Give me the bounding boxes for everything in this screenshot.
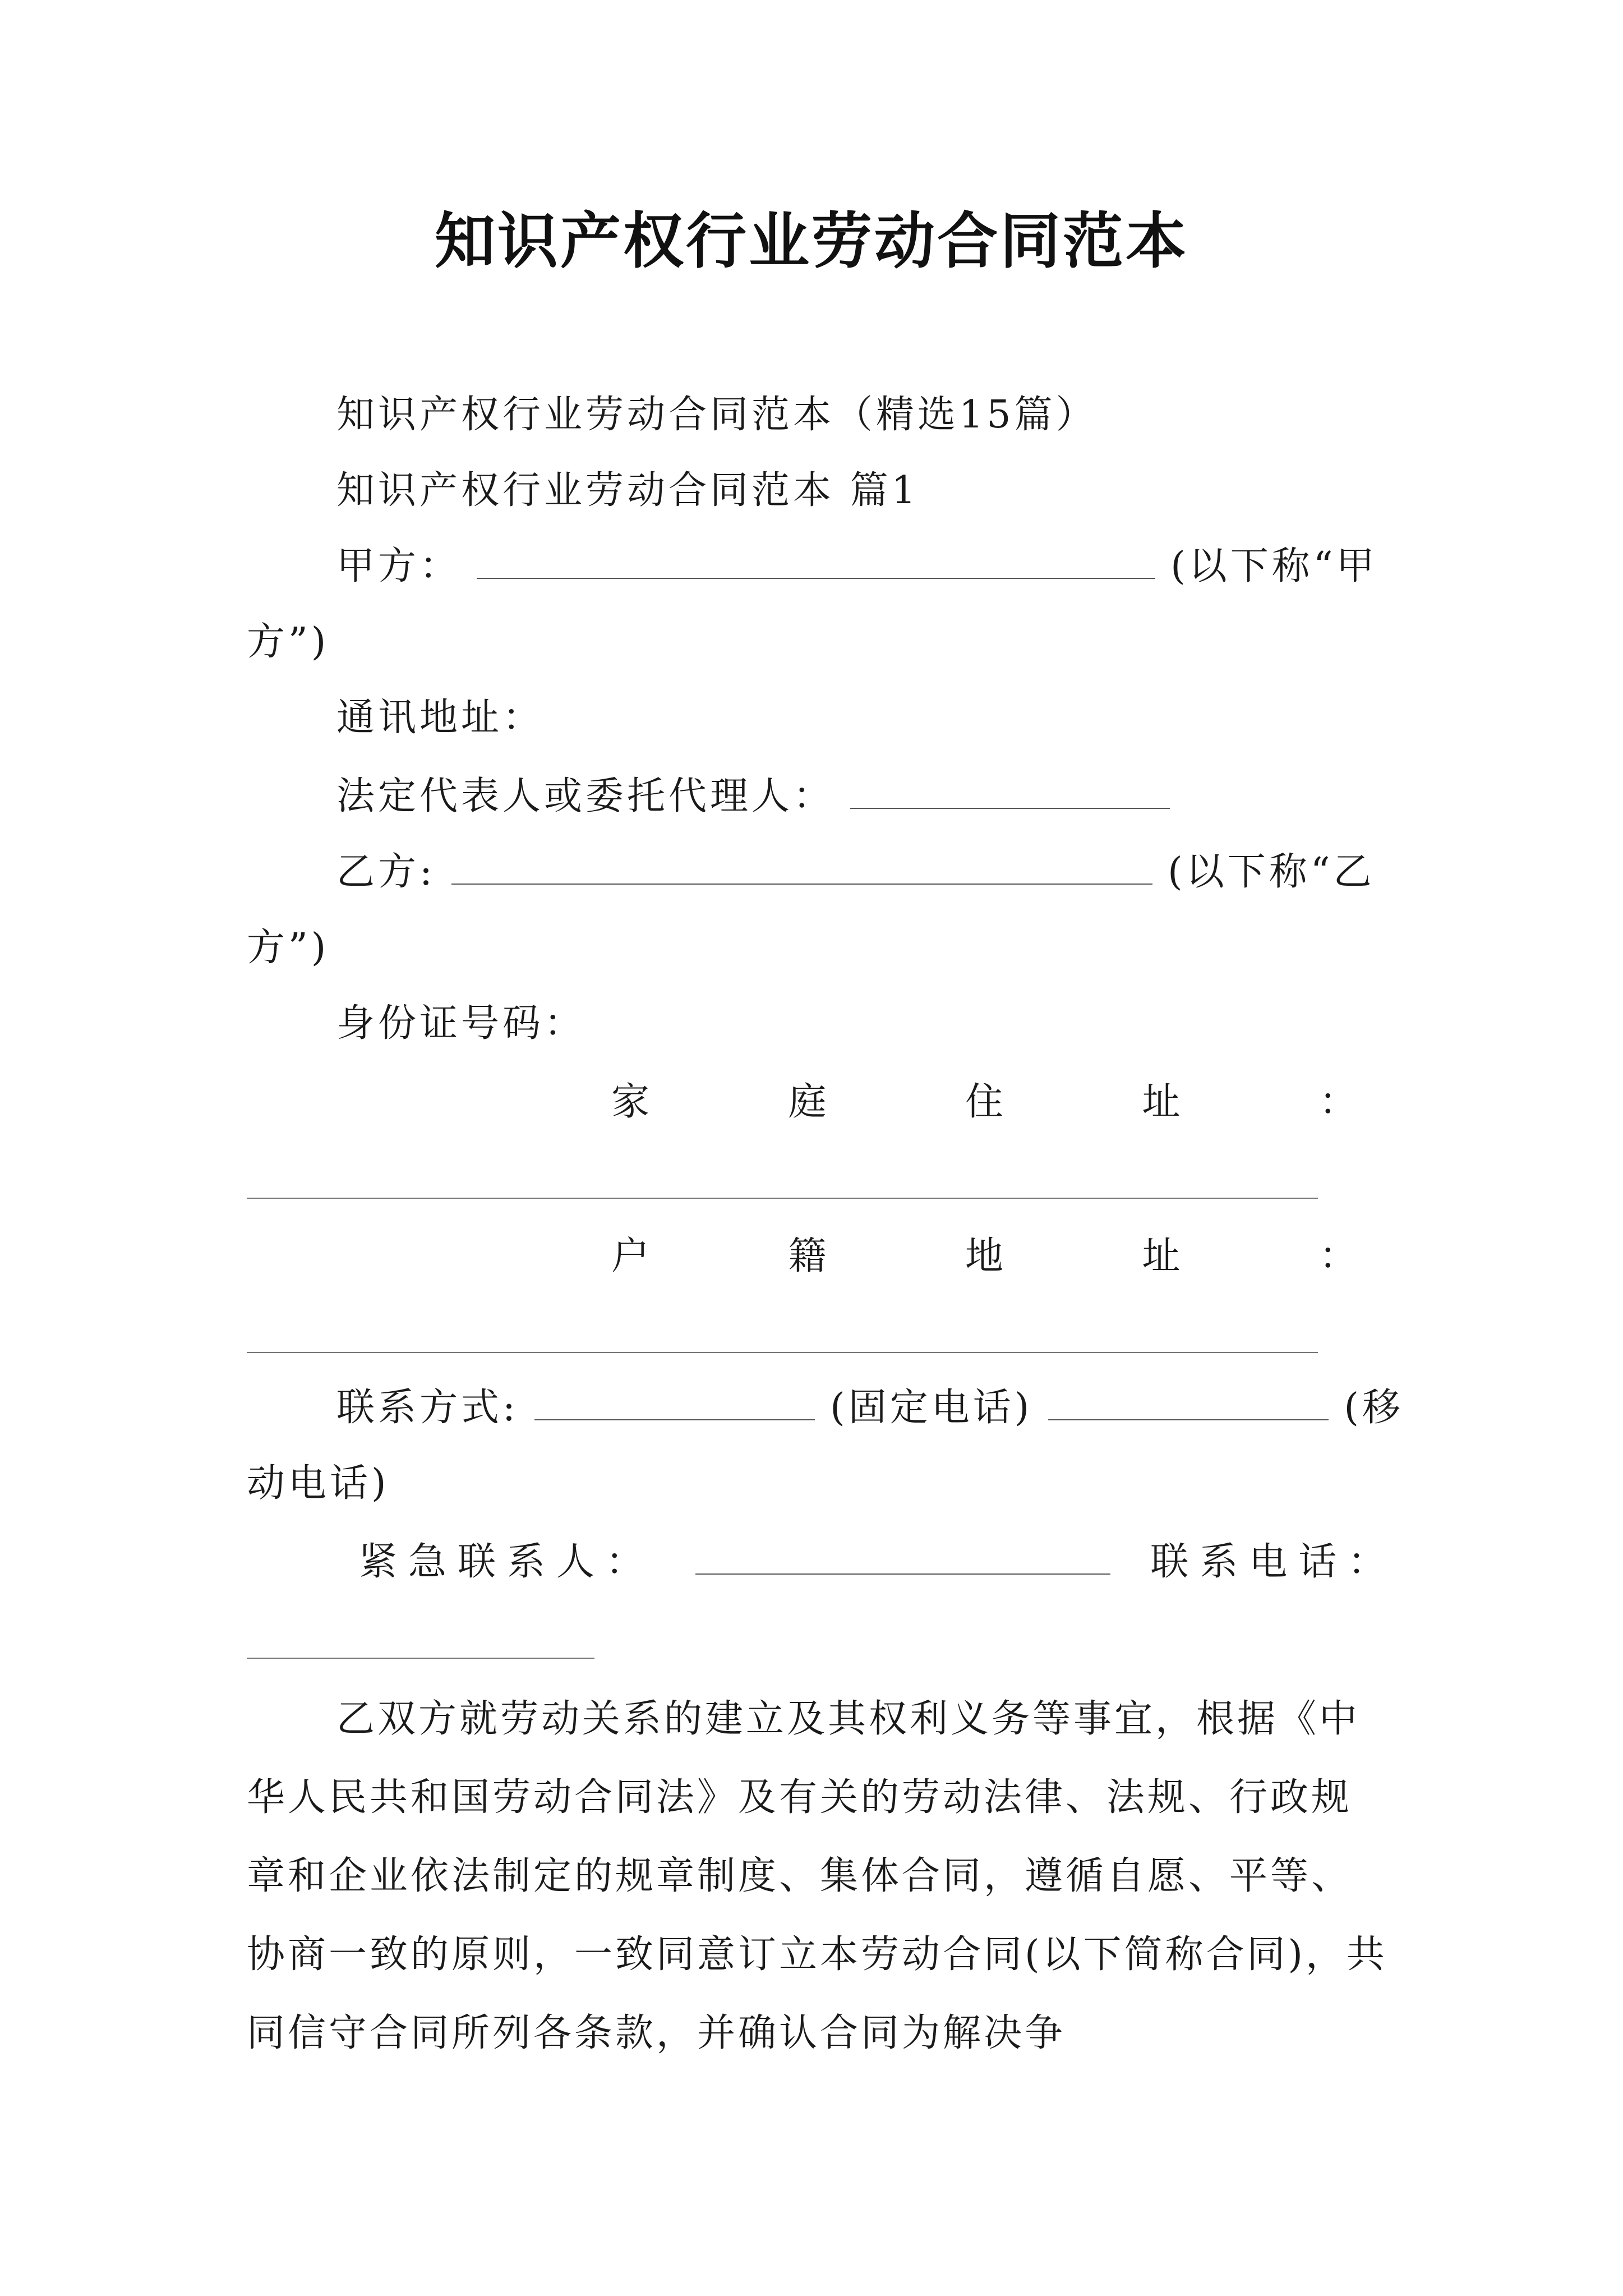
home-address-blank xyxy=(247,1198,1318,1199)
contact-label: 联系方式: xyxy=(336,1386,519,1430)
representative-label: 法定代表人或委托代理人： xyxy=(336,774,835,818)
landline-blank xyxy=(534,1382,815,1420)
hukou-address-blank xyxy=(247,1352,1318,1353)
party-a-label: 甲方： xyxy=(336,544,462,588)
document-title: 知识产权行业劳动合同范本 xyxy=(434,206,1188,277)
party-b-suffix: (以下称“乙 xyxy=(1168,850,1375,894)
hukou-address-char: 籍 xyxy=(788,1234,827,1278)
representative-blank xyxy=(850,771,1170,809)
party-b-label: 乙方: xyxy=(336,850,436,894)
mobile-label: (移 xyxy=(1344,1386,1404,1430)
party-b-suffix-cont: 方”) xyxy=(247,926,330,970)
contact-row xyxy=(336,1380,1404,1436)
home-address-char: 庭 xyxy=(788,1080,827,1124)
emergency-contact-label: 紧急联系人： xyxy=(359,1540,656,1584)
party-b-blank xyxy=(451,846,1152,885)
home-address-char: 家 xyxy=(611,1080,650,1124)
emergency-phone-label: 联系电话： xyxy=(1150,1540,1398,1584)
hukou-address-char: 地 xyxy=(965,1234,1003,1278)
emergency-phone-blank xyxy=(247,1658,594,1659)
mobile-blank xyxy=(1048,1382,1329,1420)
party-a-row xyxy=(336,539,1378,595)
party-a-suffix: (以下称“甲 xyxy=(1170,544,1378,588)
section-heading: 知识产权行业劳动合同范本 篇1 xyxy=(336,468,919,513)
party-a-suffix-cont: 方”) xyxy=(247,620,330,664)
address-label: 通讯地址： xyxy=(336,696,545,740)
home-address-char: 址 xyxy=(1142,1080,1181,1124)
mobile-label-cont: 动电话) xyxy=(247,1461,390,1506)
hukou-address-label xyxy=(611,1228,1357,1285)
hukou-address-char: 址 xyxy=(1142,1234,1181,1278)
party-b-row xyxy=(336,844,1375,900)
home-address-char: 住 xyxy=(965,1080,1003,1124)
document-subtitle: 知识产权行业劳动合同范本（精选15篇） xyxy=(336,393,1098,437)
representative-row xyxy=(336,769,1170,825)
hukou-address-char: ： xyxy=(1318,1234,1357,1278)
emergency-contact-blank xyxy=(695,1536,1110,1575)
home-address-label xyxy=(611,1074,1357,1130)
home-address-char: ： xyxy=(1318,1080,1357,1124)
body-paragraph: 乙双方就劳动关系的建立及其权利义务等事宜，根据《中华人民共和国劳动合同法》及有关的劳动法律、法规、行政规章和企业依法制定的规章制度、集体合同，遵循自愿、平等、协商一致的原则，一致同意订立本劳动合同(以下简称合同)，共同信守合同所列各条款，并确认合同为解决争 xyxy=(247,1697,1388,2055)
landline-label: (固定电话) xyxy=(830,1386,1033,1430)
id-number-label: 身份证号码： xyxy=(336,1001,586,1046)
emergency-row xyxy=(359,1534,1397,1590)
party-a-blank xyxy=(477,541,1155,579)
hukou-address-char: 户 xyxy=(611,1234,650,1278)
